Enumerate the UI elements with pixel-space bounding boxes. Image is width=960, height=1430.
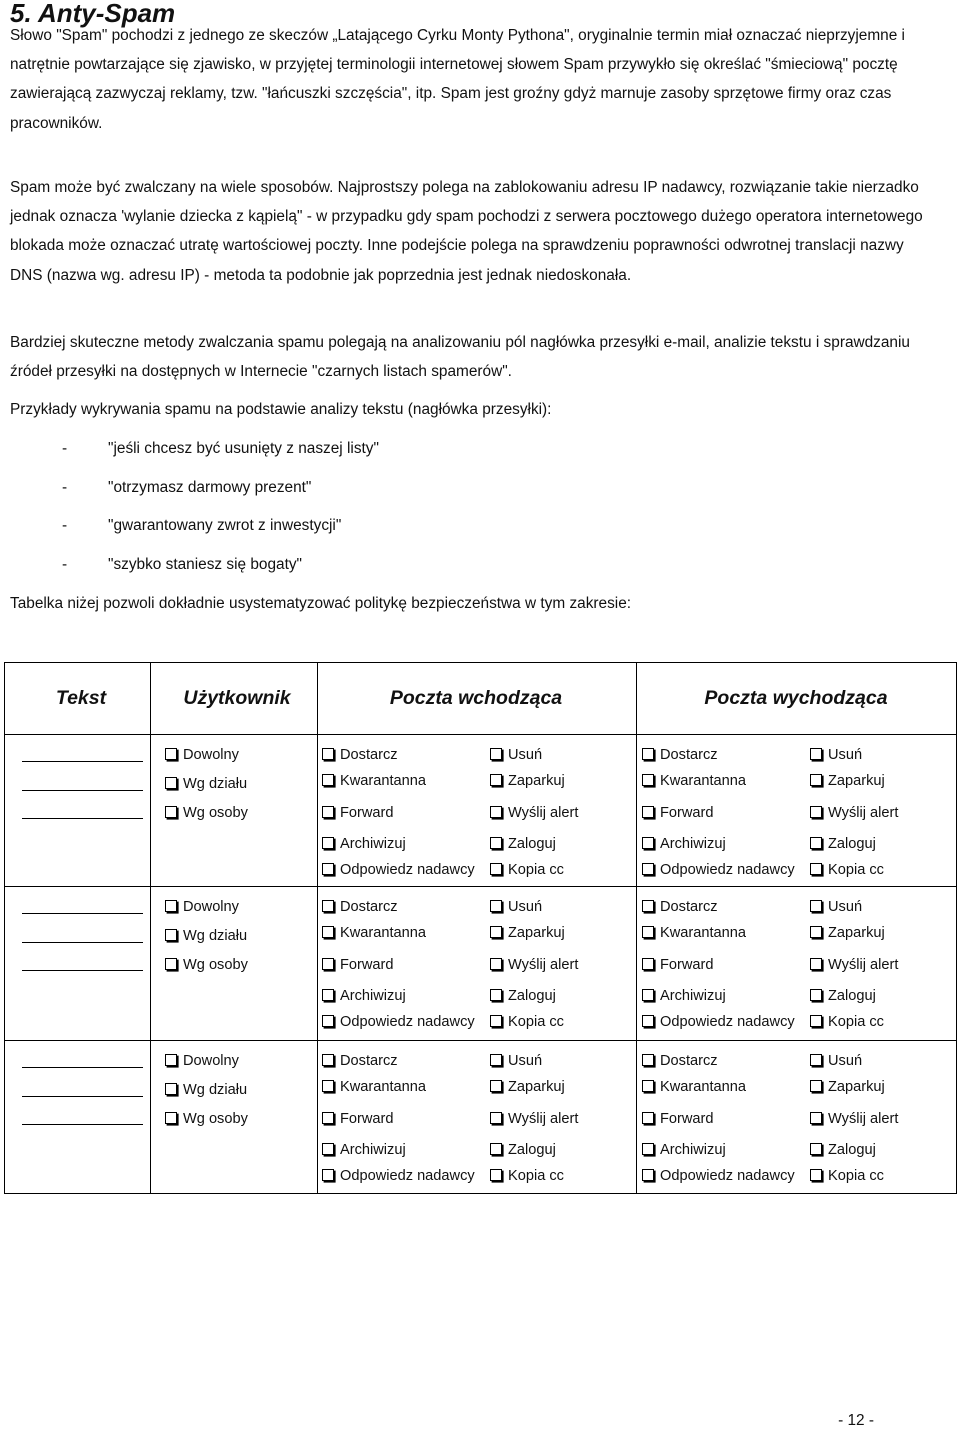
checkbox-icon[interactable] <box>810 1169 822 1181</box>
checkbox-icon[interactable] <box>810 1080 822 1092</box>
incoming-option-checkbox[interactable] <box>490 1167 564 1185</box>
checkbox-icon[interactable] <box>642 989 654 1001</box>
checkbox-icon[interactable] <box>810 863 822 875</box>
checkbox-label: Zaparkuj <box>828 1079 885 1095</box>
incoming-option-checkbox[interactable] <box>490 924 565 942</box>
table-row-border <box>4 1193 957 1194</box>
checkbox-icon[interactable] <box>810 1054 822 1066</box>
text-blank-line[interactable] <box>22 818 143 819</box>
table-column-border <box>317 662 318 1194</box>
checkbox-label: Wg osoby <box>183 1111 248 1127</box>
outgoing-option-checkbox[interactable] <box>642 956 714 974</box>
text-blank-line[interactable] <box>22 1124 143 1125</box>
checkbox-label: Kwarantanna <box>660 925 747 941</box>
outgoing-option-checkbox[interactable] <box>810 1110 898 1128</box>
checkbox-icon[interactable] <box>642 837 654 849</box>
incoming-option-checkbox[interactable] <box>490 835 556 853</box>
checkbox-label: Kopia cc <box>508 1014 564 1030</box>
outgoing-option-checkbox[interactable] <box>642 804 714 822</box>
table-row-border <box>4 734 957 735</box>
table-row-border <box>4 662 957 663</box>
outgoing-option-checkbox[interactable] <box>810 772 885 790</box>
checkbox-label: Usuń <box>828 747 863 763</box>
table-header: Użytkownik <box>183 687 291 709</box>
checkbox-icon[interactable] <box>322 926 334 938</box>
text-blank-line[interactable] <box>22 1096 143 1097</box>
checkbox-icon[interactable] <box>322 837 334 849</box>
checkbox-label: Kopia cc <box>508 1168 564 1184</box>
checkbox-icon[interactable] <box>810 900 822 912</box>
text-blank-line[interactable] <box>22 970 143 971</box>
checkbox-label: Forward <box>660 957 714 973</box>
checkbox-icon[interactable] <box>642 1169 654 1181</box>
checkbox-icon[interactable] <box>490 1112 502 1124</box>
checkbox-label: Odpowiedz nadawcy <box>660 1014 795 1030</box>
paragraph-header-analysis: Bardziej skuteczne metody zwalczania spamu polegają na analizowaniu pól nagłówka przesyłki e-mail, analizie tekstu i sprawdzaniu źródeł przesyłki na dostępnych w Internecie "czarnych listach spamerów". <box>10 334 910 381</box>
checkbox-icon[interactable] <box>322 1080 334 1092</box>
checkbox-label: Kwarantanna <box>340 925 427 941</box>
table-header: Poczta wychodząca <box>704 687 888 709</box>
checkbox-icon[interactable] <box>810 774 822 786</box>
incoming-option-checkbox[interactable] <box>322 898 398 916</box>
table-column-border <box>150 662 151 1194</box>
paragraph-intro: Słowo "Spam" pochodzi z jednego ze skeczów „Latającego Cyrku Monty Pythona", oryginalnie termin miał oznaczać nieprzyjemne i natrętnie powtarzające się zjawisko, w przyjętej terminologii internetowej słowem Spam przywykło się określać "śmieciową" pocztę zawierającą zazwyczaj reklamy, tzw. "łańcuszki szczęścia", itp. Spam jest groźny gdyż marnuje zasoby sprzętowe firmy oraz czas pracowników. <box>10 27 905 132</box>
checkbox-label: Odpowiedz nadawcy <box>340 1014 475 1030</box>
checkbox-icon[interactable] <box>490 806 502 818</box>
outgoing-option-checkbox[interactable] <box>642 746 718 764</box>
checkbox-label: Zaparkuj <box>828 925 885 941</box>
checkbox-label: Zaparkuj <box>828 773 885 789</box>
checkbox-icon[interactable] <box>810 926 822 938</box>
checkbox-icon[interactable] <box>642 1143 654 1155</box>
checkbox-icon[interactable] <box>642 1015 654 1027</box>
outgoing-option-checkbox[interactable] <box>810 804 898 822</box>
checkbox-icon[interactable] <box>490 774 502 786</box>
checkbox-label: Usuń <box>508 899 543 915</box>
checkbox-icon[interactable] <box>810 1143 822 1155</box>
incoming-option-checkbox[interactable] <box>490 1052 542 1070</box>
checkbox-label: Usuń <box>828 899 863 915</box>
checkbox-label: Forward <box>340 957 394 973</box>
checkbox-icon[interactable] <box>642 748 654 760</box>
outgoing-option-checkbox[interactable] <box>642 772 746 790</box>
outgoing-option-checkbox[interactable] <box>642 1141 726 1159</box>
checkbox-label: Zaloguj <box>828 988 876 1004</box>
checkbox-icon[interactable] <box>642 900 654 912</box>
incoming-option-checkbox[interactable] <box>322 804 394 822</box>
checkbox-icon[interactable] <box>165 1083 177 1095</box>
incoming-option-checkbox[interactable] <box>322 1078 426 1096</box>
outgoing-option-checkbox[interactable] <box>810 1141 876 1159</box>
checkbox-label: Wyślij alert <box>508 957 579 973</box>
incoming-option-checkbox[interactable] <box>490 987 556 1005</box>
text-blank-line[interactable] <box>22 790 143 791</box>
checkbox-label: Dostarcz <box>660 747 718 763</box>
checkbox-label: Wg działu <box>183 1082 248 1098</box>
list-item: - "otrzymasz darmowy prezent" <box>62 479 312 496</box>
outgoing-option-checkbox[interactable] <box>642 987 726 1005</box>
checkbox-icon[interactable] <box>322 989 334 1001</box>
checkbox-icon[interactable] <box>322 1054 334 1066</box>
checkbox-label: Kwarantanna <box>660 773 747 789</box>
outgoing-option-checkbox[interactable] <box>810 1052 862 1070</box>
checkbox-label: Dowolny <box>183 747 239 763</box>
table-header: Tekst <box>55 687 107 709</box>
page-number: - 12 - <box>838 1412 874 1429</box>
checkbox-label: Forward <box>340 1111 394 1127</box>
checkbox-label: Dostarcz <box>340 1053 398 1069</box>
checkbox-label: Odpowiedz nadawcy <box>660 862 795 878</box>
checkbox-label: Kwarantanna <box>340 1079 427 1095</box>
incoming-option-checkbox[interactable] <box>490 772 565 790</box>
incoming-option-checkbox[interactable] <box>490 804 578 822</box>
checkbox-icon[interactable] <box>810 1015 822 1027</box>
user-option-checkbox[interactable] <box>165 1081 247 1099</box>
checkbox-icon[interactable] <box>490 863 502 875</box>
user-option-checkbox[interactable] <box>165 1052 239 1070</box>
incoming-option-checkbox[interactable] <box>322 924 426 942</box>
incoming-option-checkbox[interactable] <box>490 1013 564 1031</box>
checkbox-label: Archiwizuj <box>340 988 406 1004</box>
checkbox-icon[interactable] <box>165 1112 177 1124</box>
outgoing-option-checkbox[interactable] <box>642 1167 795 1185</box>
incoming-option-checkbox[interactable] <box>322 1167 475 1185</box>
table-row-border <box>4 886 957 887</box>
incoming-option-checkbox[interactable] <box>322 1110 394 1128</box>
checkbox-icon[interactable] <box>322 1169 334 1181</box>
checkbox-icon[interactable] <box>810 806 822 818</box>
checkbox-label: Usuń <box>508 1053 543 1069</box>
checkbox-label: Kopia cc <box>828 1014 884 1030</box>
checkbox-icon[interactable] <box>810 748 822 760</box>
checkbox-icon[interactable] <box>810 837 822 849</box>
checkbox-icon[interactable] <box>322 900 334 912</box>
incoming-option-checkbox[interactable] <box>322 746 398 764</box>
table-header: Poczta wchodząca <box>389 687 563 709</box>
outgoing-option-checkbox[interactable] <box>810 898 862 916</box>
outgoing-option-checkbox[interactable] <box>642 1013 795 1031</box>
checkbox-icon[interactable] <box>165 900 177 912</box>
outgoing-option-checkbox[interactable] <box>642 898 718 916</box>
checkbox-icon[interactable] <box>810 1112 822 1124</box>
checkbox-label: Archiwizuj <box>660 988 726 1004</box>
incoming-option-checkbox[interactable] <box>490 746 542 764</box>
checkbox-label: Usuń <box>508 747 543 763</box>
checkbox-label: Forward <box>660 1111 714 1127</box>
checkbox-label: Zaloguj <box>508 1142 556 1158</box>
user-option-checkbox[interactable] <box>165 956 248 974</box>
checkbox-label: Wg osoby <box>183 805 248 821</box>
outgoing-option-checkbox[interactable] <box>642 861 795 879</box>
checkbox-label: Forward <box>340 805 394 821</box>
outgoing-option-checkbox[interactable] <box>642 835 726 853</box>
checkbox-icon[interactable] <box>642 1080 654 1092</box>
checkbox-label: Archiwizuj <box>660 1142 726 1158</box>
checkbox-label: Zaloguj <box>508 988 556 1004</box>
checkbox-label: Archiwizuj <box>340 1142 406 1158</box>
checkbox-icon[interactable] <box>322 1143 334 1155</box>
incoming-option-checkbox[interactable] <box>490 861 564 879</box>
checkbox-icon[interactable] <box>322 863 334 875</box>
checkbox-label: Usuń <box>828 1053 863 1069</box>
checkbox-icon[interactable] <box>642 1112 654 1124</box>
user-option-checkbox[interactable] <box>165 898 239 916</box>
checkbox-icon[interactable] <box>490 1080 502 1092</box>
checkbox-label: Wg osoby <box>183 957 248 973</box>
checkbox-icon[interactable] <box>322 774 334 786</box>
table-column-border <box>4 662 5 1194</box>
incoming-option-checkbox[interactable] <box>322 772 426 790</box>
incoming-option-checkbox[interactable] <box>490 898 542 916</box>
incoming-option-checkbox[interactable] <box>322 956 394 974</box>
outgoing-option-checkbox[interactable] <box>810 861 884 879</box>
checkbox-icon[interactable] <box>642 774 654 786</box>
table-row-border <box>4 1040 957 1041</box>
checkbox-icon[interactable] <box>322 1015 334 1027</box>
checkbox-icon[interactable] <box>490 926 502 938</box>
text-blank-line[interactable] <box>22 1067 143 1068</box>
checkbox-label: Wg działu <box>183 776 248 792</box>
checkbox-label: Forward <box>660 805 714 821</box>
checkbox-label: Zaparkuj <box>508 773 565 789</box>
checkbox-icon[interactable] <box>490 1015 502 1027</box>
paragraph-examples-intro: Przykłady wykrywania spamu na podstawie analizy tekstu (nagłówka przesyłki): <box>10 401 552 418</box>
text-blank-line[interactable] <box>22 913 143 914</box>
user-option-checkbox[interactable] <box>165 804 248 822</box>
checkbox-label: Kopia cc <box>828 862 884 878</box>
user-option-checkbox[interactable] <box>165 1110 248 1128</box>
checkbox-label: Kwarantanna <box>660 1079 747 1095</box>
checkbox-icon[interactable] <box>642 926 654 938</box>
checkbox-icon[interactable] <box>490 1143 502 1155</box>
list-item: - "szybko staniesz się bogaty" <box>62 556 302 573</box>
checkbox-label: Odpowiedz nadawcy <box>660 1168 795 1184</box>
outgoing-option-checkbox[interactable] <box>642 1052 718 1070</box>
checkbox-label: Archiwizuj <box>660 836 726 852</box>
incoming-option-checkbox[interactable] <box>322 987 406 1005</box>
checkbox-label: Zaparkuj <box>508 1079 565 1095</box>
incoming-option-checkbox[interactable] <box>322 835 406 853</box>
checkbox-label: Archiwizuj <box>340 836 406 852</box>
checkbox-icon[interactable] <box>322 958 334 970</box>
checkbox-label: Zaloguj <box>828 836 876 852</box>
user-option-checkbox[interactable] <box>165 927 247 945</box>
checkbox-label: Zaloguj <box>828 1142 876 1158</box>
checkbox-icon[interactable] <box>490 837 502 849</box>
checkbox-label: Wyślij alert <box>828 1111 899 1127</box>
checkbox-label: Kwarantanna <box>340 773 427 789</box>
checkbox-icon[interactable] <box>490 748 502 760</box>
incoming-option-checkbox[interactable] <box>490 1141 556 1159</box>
outgoing-option-checkbox[interactable] <box>810 924 885 942</box>
checkbox-icon[interactable] <box>322 1112 334 1124</box>
checkbox-label: Wyślij alert <box>508 805 579 821</box>
table-column-border <box>956 662 957 1194</box>
checkbox-label: Dostarcz <box>340 747 398 763</box>
outgoing-option-checkbox[interactable] <box>810 835 876 853</box>
checkbox-label: Wyślij alert <box>508 1111 579 1127</box>
text-blank-line[interactable] <box>22 942 143 943</box>
incoming-option-checkbox[interactable] <box>322 861 475 879</box>
checkbox-label: Odpowiedz nadawcy <box>340 862 475 878</box>
paragraph-table-intro: Tabelka niżej pozwoli dokładnie usystematyzować politykę bezpieczeństwa w tym zakresie: <box>10 595 632 612</box>
checkbox-icon[interactable] <box>165 929 177 941</box>
incoming-option-checkbox[interactable] <box>322 1013 475 1031</box>
section-heading: 5. Anty-Spam <box>10 0 176 28</box>
user-option-checkbox[interactable] <box>165 775 247 793</box>
incoming-option-checkbox[interactable] <box>322 1052 398 1070</box>
checkbox-label: Dowolny <box>183 1053 239 1069</box>
checkbox-icon[interactable] <box>490 900 502 912</box>
checkbox-label: Dostarcz <box>340 899 398 915</box>
checkbox-icon[interactable] <box>642 958 654 970</box>
checkbox-label: Kopia cc <box>828 1168 884 1184</box>
checkbox-label: Kopia cc <box>508 862 564 878</box>
text-blank-line[interactable] <box>22 761 143 762</box>
checkbox-icon[interactable] <box>490 989 502 1001</box>
outgoing-option-checkbox[interactable] <box>810 1078 885 1096</box>
checkbox-icon[interactable] <box>642 1054 654 1066</box>
checkbox-label: Wyślij alert <box>828 957 899 973</box>
outgoing-option-checkbox[interactable] <box>642 924 746 942</box>
table-column-border <box>636 662 637 1194</box>
list-item: - "jeśli chcesz być usunięty z naszej listy" <box>62 440 379 457</box>
checkbox-label: Dostarcz <box>660 1053 718 1069</box>
checkbox-icon[interactable] <box>165 777 177 789</box>
list-item: - "gwarantowany zwrot z inwestycji" <box>62 517 342 534</box>
outgoing-option-checkbox[interactable] <box>642 1110 714 1128</box>
checkbox-label: Dostarcz <box>660 899 718 915</box>
checkbox-icon[interactable] <box>322 748 334 760</box>
checkbox-label: Dowolny <box>183 899 239 915</box>
outgoing-option-checkbox[interactable] <box>810 987 876 1005</box>
checkbox-label: Odpowiedz nadawcy <box>340 1168 475 1184</box>
checkbox-label: Zaparkuj <box>508 925 565 941</box>
checkbox-label: Zaloguj <box>508 836 556 852</box>
checkbox-icon[interactable] <box>165 1054 177 1066</box>
checkbox-icon[interactable] <box>642 863 654 875</box>
checkbox-label: Wg działu <box>183 928 248 944</box>
outgoing-option-checkbox[interactable] <box>810 1167 884 1185</box>
user-option-checkbox[interactable] <box>165 746 239 764</box>
checkbox-icon[interactable] <box>810 989 822 1001</box>
checkbox-icon[interactable] <box>165 958 177 970</box>
outgoing-option-checkbox[interactable] <box>642 1078 746 1096</box>
incoming-option-checkbox[interactable] <box>490 1110 578 1128</box>
checkbox-icon[interactable] <box>642 806 654 818</box>
checkbox-label: Wyślij alert <box>828 805 899 821</box>
checkbox-icon[interactable] <box>322 806 334 818</box>
checkbox-icon[interactable] <box>490 1169 502 1181</box>
checkbox-icon[interactable] <box>165 806 177 818</box>
incoming-option-checkbox[interactable] <box>490 956 578 974</box>
checkbox-icon[interactable] <box>810 958 822 970</box>
paragraph-methods: Spam może być zwalczany na wiele sposobów. Najprostszy polega na zablokowaniu adresu IP nadawcy, rozwiązanie takie nierzadko jednak oznacza 'wylanie dziecka z kąpielą" - w przypadku gdy spam pochodzi z serwera pocztowego dużego operatora internetowego blokada może oznaczać utratę wartościowej poczty. Inne podejście polega na sprawdzeniu poprawności odwrotnej translacji nazwy DNS (nazwa wg. adresu IP) - metoda ta podobnie jak poprzednia jest jednak niedoskonała. <box>10 179 923 284</box>
incoming-option-checkbox[interactable] <box>490 1078 565 1096</box>
outgoing-option-checkbox[interactable] <box>810 1013 884 1031</box>
incoming-option-checkbox[interactable] <box>322 1141 406 1159</box>
checkbox-icon[interactable] <box>490 1054 502 1066</box>
checkbox-icon[interactable] <box>490 958 502 970</box>
outgoing-option-checkbox[interactable] <box>810 956 898 974</box>
outgoing-option-checkbox[interactable] <box>810 746 862 764</box>
checkbox-icon[interactable] <box>165 748 177 760</box>
